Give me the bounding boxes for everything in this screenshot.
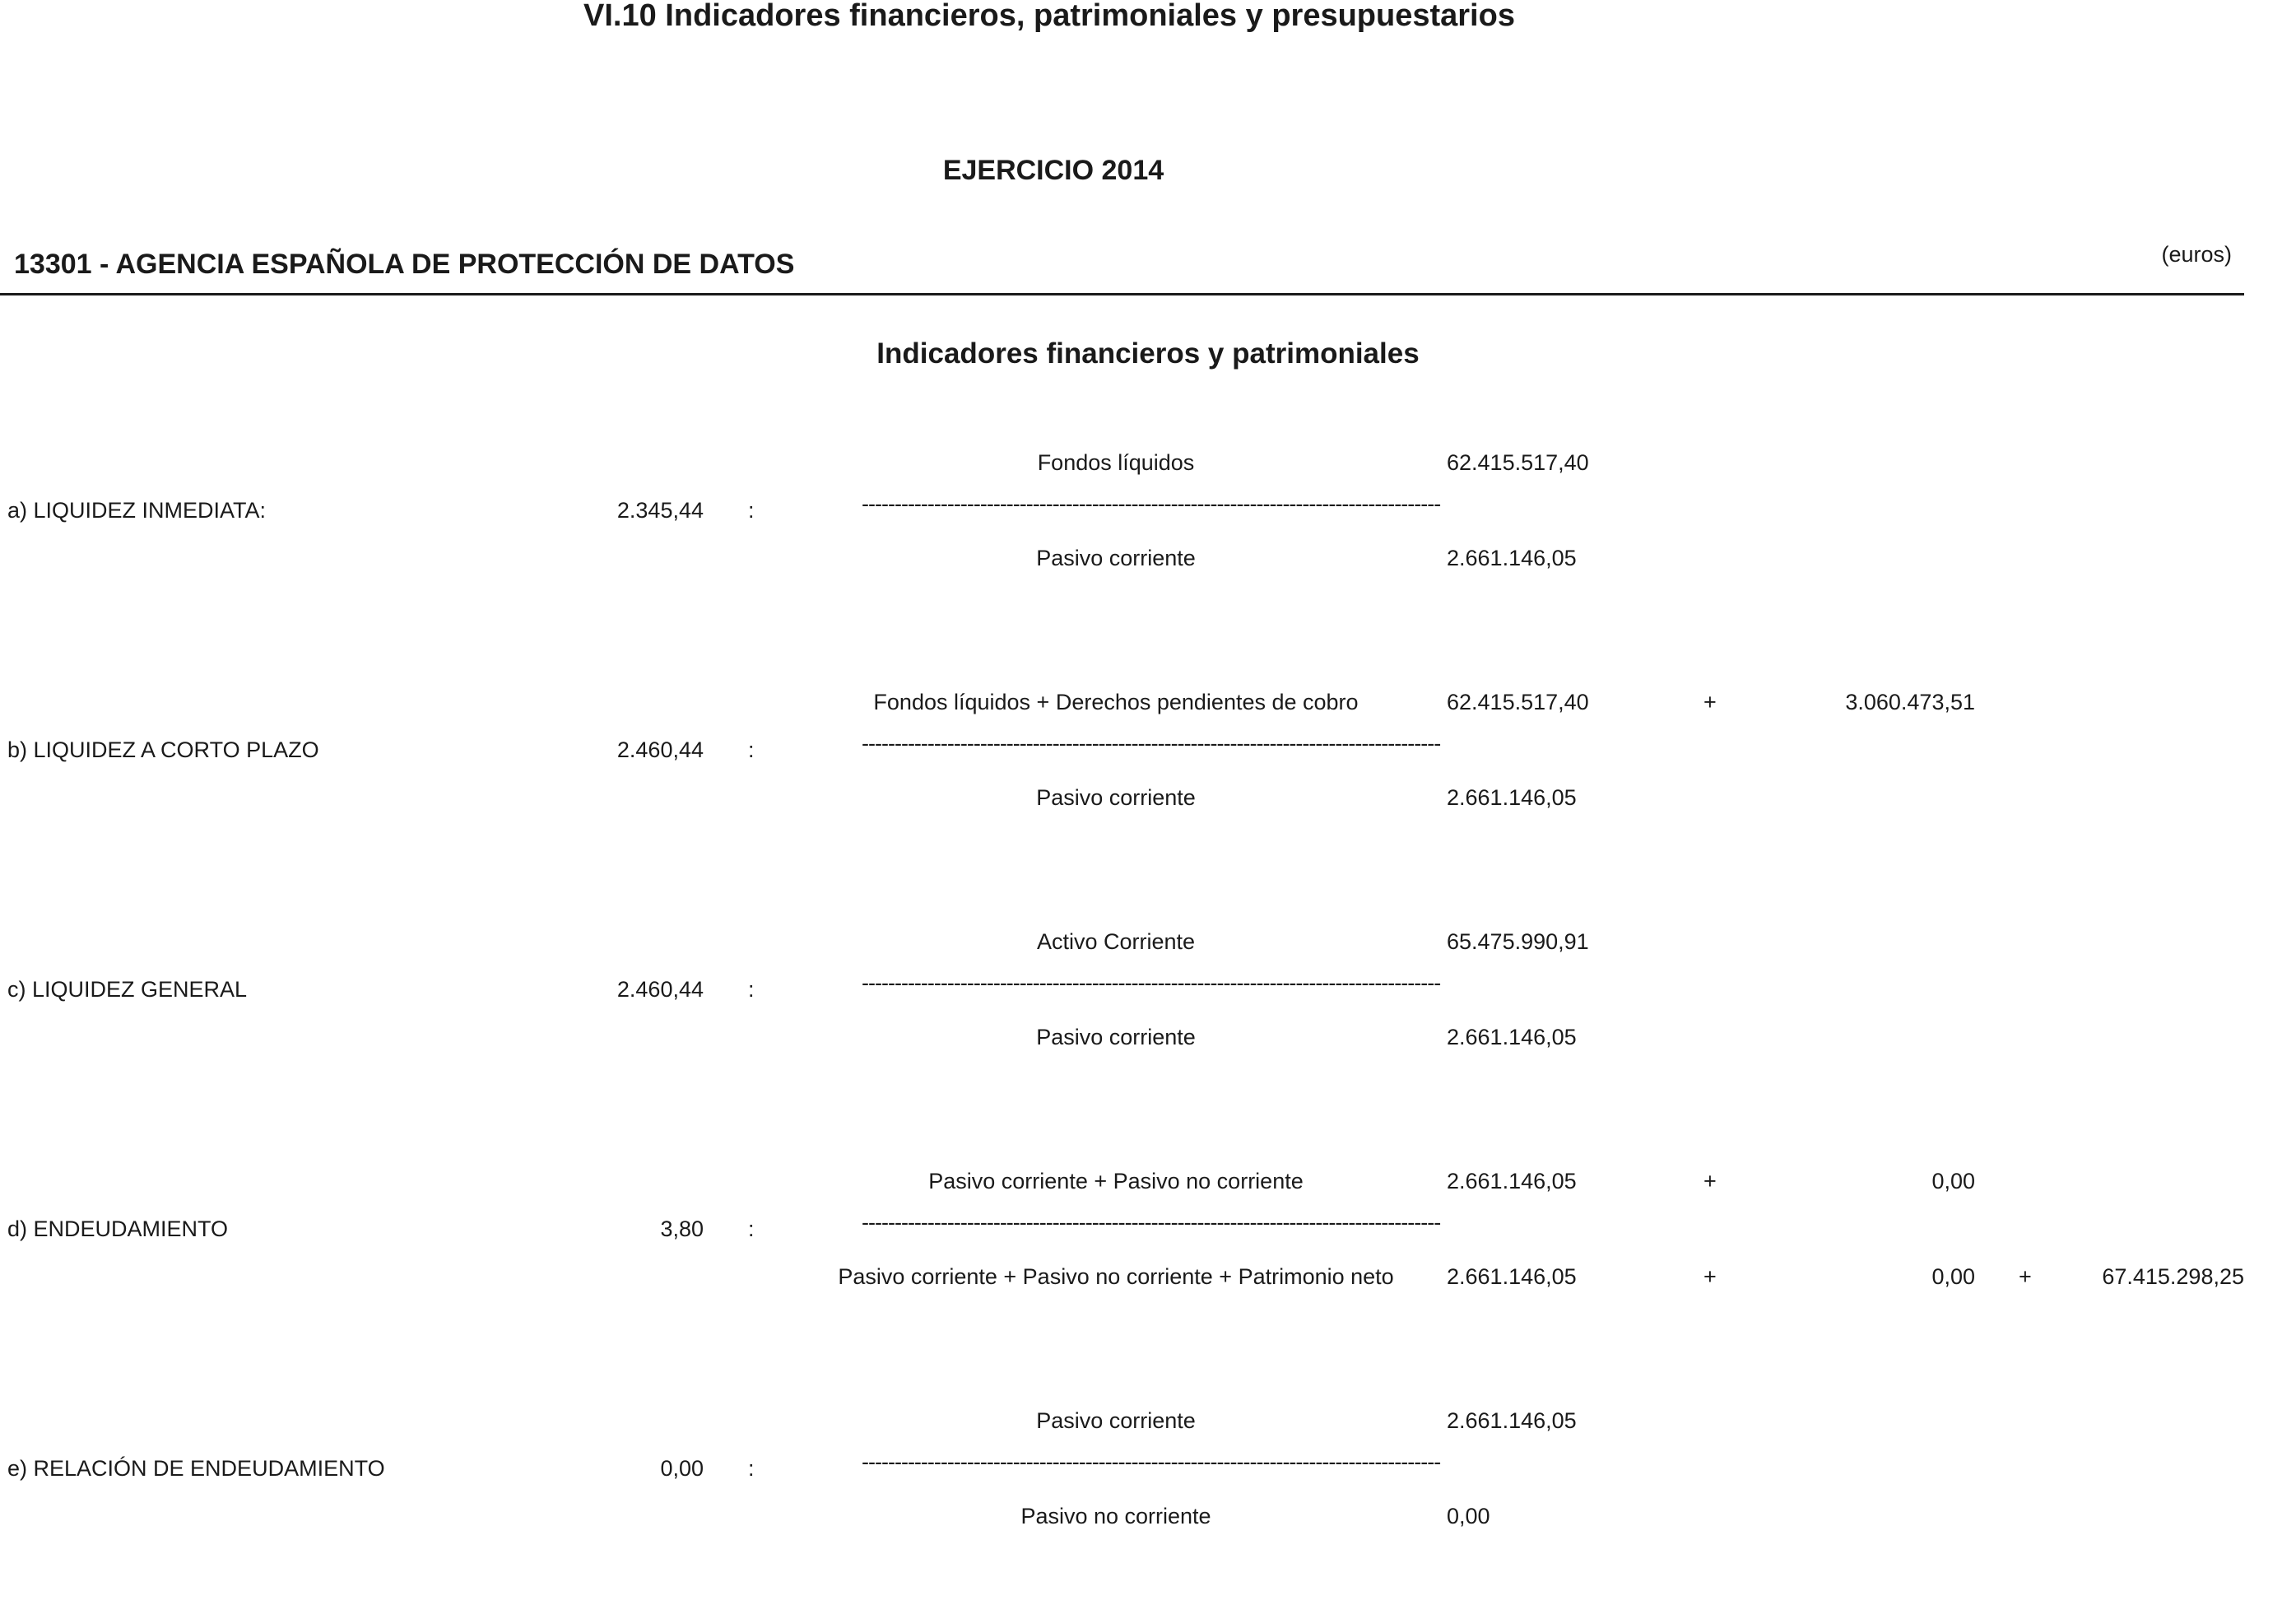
- numerator-value-1: 62.415.517,40: [1447, 690, 1589, 714]
- numerator-value-2: 0,00: [1931, 1169, 1975, 1193]
- numerator-formula: Fondos líquidos: [1037, 450, 1195, 475]
- section-title: Indicadores financieros y patrimoniales: [876, 337, 1420, 370]
- denominator-formula: Pasivo no corriente: [1020, 1504, 1211, 1528]
- indicator-block: [0, 1407, 2244, 1605]
- fraction-line: ----------------------------------------------------------------------------------------: [862, 731, 1441, 756]
- indicator-separator: :: [748, 498, 755, 523]
- fraction-line: ----------------------------------------------------------------------------------------: [862, 970, 1441, 995]
- indicator-separator: :: [748, 977, 755, 1002]
- denominator-value-1: 2.661.146,05: [1447, 546, 1577, 570]
- denominator-formula: Pasivo corriente: [1036, 1025, 1196, 1049]
- denominator-plus-2: +: [2019, 1264, 2032, 1289]
- indicator-value: 2.345,44: [616, 498, 704, 523]
- numerator-formula: Fondos líquidos + Derechos pendientes de cobro: [873, 690, 1359, 714]
- numerator-value-2: 3.060.473,51: [1845, 690, 1975, 714]
- indicator-label: e) RELACIÓN DE ENDEUDAMIENTO: [7, 1456, 385, 1481]
- indicator-separator: :: [748, 1456, 755, 1481]
- numerator-value-1: 65.475.990,91: [1447, 929, 1589, 954]
- denominator-formula: Pasivo corriente: [1036, 785, 1196, 810]
- header-divider: [0, 293, 2244, 295]
- fraction-line: ----------------------------------------------------------------------------------------: [862, 491, 1441, 516]
- numerator-formula: Pasivo corriente + Pasivo no corriente: [928, 1169, 1304, 1193]
- indicator-label: c) LIQUIDEZ GENERAL: [7, 977, 248, 1002]
- denominator-value-2: 0,00: [1931, 1264, 1975, 1289]
- numerator-value-1: 2.661.146,05: [1447, 1169, 1577, 1193]
- indicator-label: b) LIQUIDEZ A CORTO PLAZO: [7, 737, 319, 762]
- denominator-formula: Pasivo corriente: [1036, 546, 1196, 570]
- denominator-value-1: 2.661.146,05: [1447, 1025, 1577, 1049]
- denominator-value-1: 2.661.146,05: [1447, 785, 1577, 810]
- indicator-block: [0, 928, 2244, 1126]
- denominator-plus-1: +: [1703, 1264, 1717, 1289]
- numerator-plus-1: +: [1703, 1169, 1717, 1193]
- indicator-separator: :: [748, 737, 755, 762]
- indicator-value: 2.460,44: [616, 977, 704, 1002]
- entity-name: 13301 - AGENCIA ESPAÑOLA DE PROTECCIÓN DE DATOS: [14, 249, 795, 280]
- denominator-value-1: 2.661.146,05: [1447, 1264, 1577, 1289]
- denominator-formula: Pasivo corriente + Pasivo no corriente + Patrimonio neto: [838, 1264, 1394, 1289]
- numerator-value-1: 62.415.517,40: [1447, 450, 1589, 475]
- exercise-year: EJERCICIO 2014: [942, 155, 1164, 186]
- numerator-formula: Pasivo corriente: [1036, 1408, 1196, 1433]
- indicator-separator: :: [748, 1217, 755, 1241]
- denominator-value-1: 0,00: [1447, 1504, 1490, 1528]
- numerator-value-1: 2.661.146,05: [1447, 1408, 1577, 1433]
- indicator-block: [0, 1168, 2244, 1365]
- indicator-value: 3,80: [660, 1217, 704, 1241]
- indicator-block: [0, 449, 2244, 647]
- indicator-label: d) ENDEUDAMIENTO: [7, 1217, 229, 1241]
- fraction-line: ----------------------------------------------------------------------------------------: [862, 1449, 1441, 1474]
- numerator-plus-1: +: [1703, 690, 1717, 714]
- indicator-block: [0, 689, 2244, 886]
- denominator-value-3: 67.415.298,25: [2102, 1264, 2244, 1289]
- indicator-label: a) LIQUIDEZ INMEDIATA:: [7, 498, 267, 523]
- currency-unit: (euros): [2161, 242, 2232, 267]
- fraction-line: ----------------------------------------------------------------------------------------: [862, 1210, 1441, 1235]
- indicator-value: 2.460,44: [616, 737, 704, 762]
- indicator-value: 0,00: [660, 1456, 704, 1481]
- page-title: VI.10 Indicadores financieros, patrimoniales y presupuestarios: [583, 0, 1515, 33]
- numerator-formula: Activo Corriente: [1036, 929, 1196, 954]
